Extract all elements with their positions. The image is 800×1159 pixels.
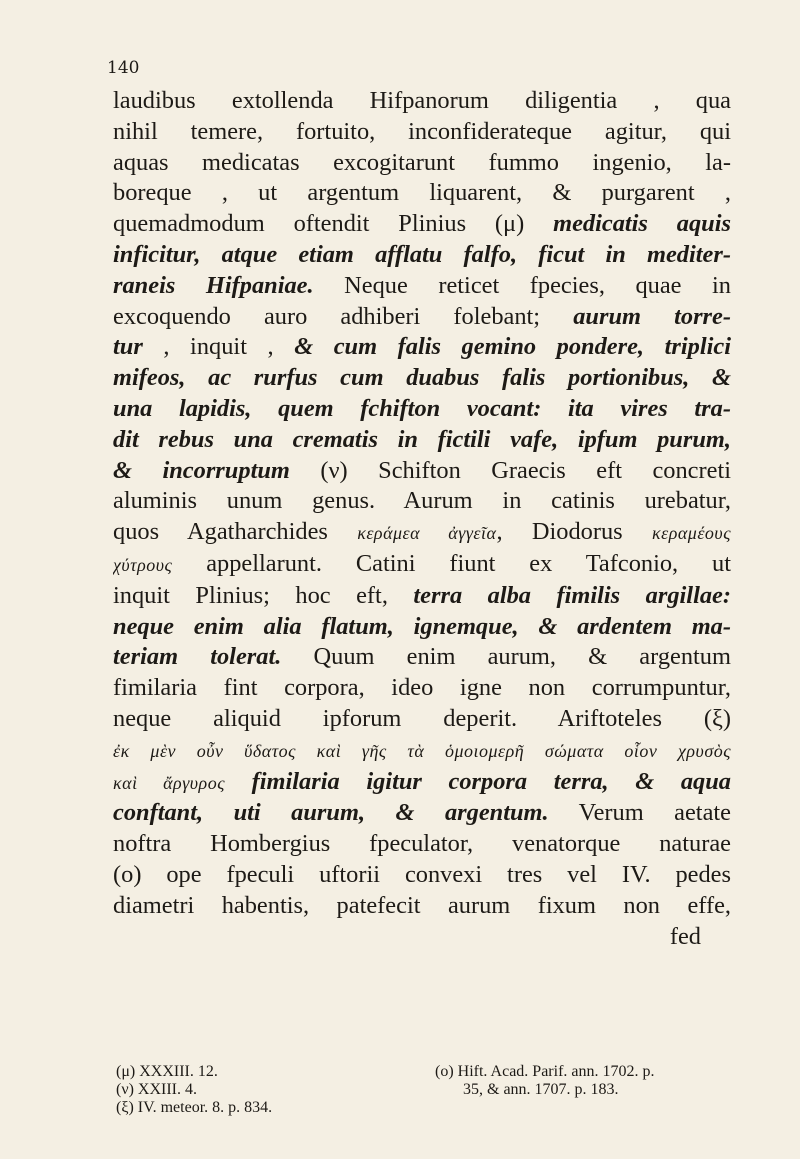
- text-line: [113, 860, 731, 891]
- text-segment: aluminis unum genus. Aurum in catinis urebatur,: [113, 487, 731, 515]
- text-line: [113, 332, 731, 363]
- italic-text: mifeos, ac rurfus cum duabus falis portionibus, &: [113, 364, 731, 392]
- footnote-line: (ο) Hift. Acad. Parif. ann. 1702. p.: [435, 1063, 655, 1080]
- text-line: [113, 735, 731, 767]
- footnotes-left-column: [116, 1063, 406, 1117]
- text-line: [113, 456, 731, 487]
- italic-text: & cum falis gemino pondere, triplici: [294, 333, 731, 361]
- text-line: [113, 486, 731, 517]
- text-segment: diametri habentis, patefecit aurum fixum non effe,: [113, 891, 731, 919]
- text-segment: quemadmodum oftendit Plinius (μ): [113, 210, 554, 238]
- text-segment: aquas medicatas excogitarunt fummo ingenio, la-: [113, 148, 731, 176]
- text-line: [113, 642, 731, 673]
- greek-text: κεράμεα ἀγγεῖα: [357, 523, 497, 544]
- greek-text: καὶ ἄργυρος: [113, 772, 225, 793]
- greek-text: ἐκ μὲν οὖν ὕδατος καὶ γῆς τὰ ὁμοιομερῆ σώματα οἷον χρυσὸς: [113, 740, 731, 761]
- greek-text: κεραμέους: [651, 523, 731, 544]
- text-segment: inquit Plinius; hoc eft,: [113, 581, 414, 609]
- text-line: [113, 673, 731, 704]
- footnote-line: 35, & ann. 1707. p. 183.: [463, 1081, 619, 1098]
- text-line: [113, 271, 731, 302]
- text-line: [113, 612, 731, 643]
- italic-text: fimilaria igitur corpora terra, & aqua: [225, 767, 731, 795]
- text-line: [113, 425, 731, 456]
- text-line: [113, 394, 731, 425]
- text-line: [113, 86, 731, 117]
- footnotes-right-column: [435, 1063, 745, 1099]
- italic-text: neque enim alia flatum, ignemque, & ardentem ma-: [113, 612, 731, 640]
- footnote-line: (ν) XXIII. 4.: [116, 1081, 197, 1098]
- page-number: 140: [107, 58, 140, 78]
- italic-text: conftant, uti aurum, & argentum.: [113, 799, 549, 827]
- text-segment: boreque , ut argentum liquarent, & purgarent ,: [113, 179, 731, 207]
- text-line: [113, 517, 731, 549]
- italic-text: inficitur, atque etiam afflatu falfo, ficut in mediter-: [113, 240, 731, 268]
- text-line: [113, 178, 731, 209]
- text-line: [113, 302, 731, 333]
- text-line: [113, 549, 731, 581]
- text-line: [113, 767, 731, 799]
- text-segment: neque aliquid ipforum deperit. Ariftoteles (ξ): [113, 704, 731, 732]
- text-segment: Neque reticet fpecies, quae in: [313, 271, 731, 299]
- text-line: [113, 798, 731, 829]
- text-line: [113, 363, 731, 394]
- italic-text: medicatis aquis: [553, 210, 731, 238]
- text-segment: quos Agatharchides: [113, 518, 358, 546]
- text-segment: nihil temere, fortuito, inconfiderateque agitur, qui: [113, 117, 731, 145]
- text-segment: excoquendo auro adhiberi folebant;: [113, 302, 574, 330]
- italic-text: aurum torre-: [573, 302, 731, 330]
- greek-text: χύτρους: [113, 554, 173, 575]
- italic-text: raneis Hifpaniae.: [113, 271, 314, 299]
- italic-text: una lapidis, quem fchifton vocant: ita vires tra-: [113, 394, 731, 422]
- text-line: [113, 829, 731, 860]
- italic-text: terra alba fimilis argillae:: [413, 581, 731, 609]
- text-line: [113, 148, 731, 179]
- text-segment: appellarunt. Catini fiunt ex Tafconio, ut: [172, 549, 731, 577]
- text-segment: Verum aetate: [548, 799, 731, 827]
- text-segment: Quum enim aurum, & argentum: [281, 643, 731, 671]
- footnote-line: (ξ) IV. meteor. 8. p. 834.: [116, 1099, 273, 1116]
- italic-text: teriam tolerat.: [113, 643, 282, 671]
- text-segment: laudibus extollenda Hifpanorum diligentia , qua: [113, 87, 731, 114]
- text-segment: , inquit ,: [142, 333, 295, 361]
- text-segment: (ο) ope fpeculi uftorii convexi tres vel IV. pedes: [113, 860, 731, 888]
- main-text-block: [113, 86, 731, 952]
- text-segment: fimilaria fint corpora, ideo igne non corrumpuntur,: [113, 674, 731, 702]
- text-line: [113, 240, 731, 271]
- italic-text: dit rebus una crematis in fictili vafe, ipfum purum,: [113, 425, 731, 453]
- text-line: [113, 581, 731, 612]
- text-segment: noftra Hombergius fpeculator, venatorque naturae: [113, 830, 731, 858]
- text-line: [113, 209, 731, 240]
- catchword: fed: [669, 922, 701, 950]
- italic-text: & incorruptum: [113, 456, 290, 484]
- text-line: [113, 704, 731, 735]
- text-segment: (ν) Schifton Graecis eft concreti: [289, 456, 731, 484]
- text-line: [113, 891, 731, 922]
- text-segment: , Diodorus: [496, 518, 652, 546]
- text-line: [113, 117, 731, 148]
- italic-text: tur: [113, 333, 143, 361]
- footnote-line: (μ) XXXIII. 12.: [116, 1063, 218, 1080]
